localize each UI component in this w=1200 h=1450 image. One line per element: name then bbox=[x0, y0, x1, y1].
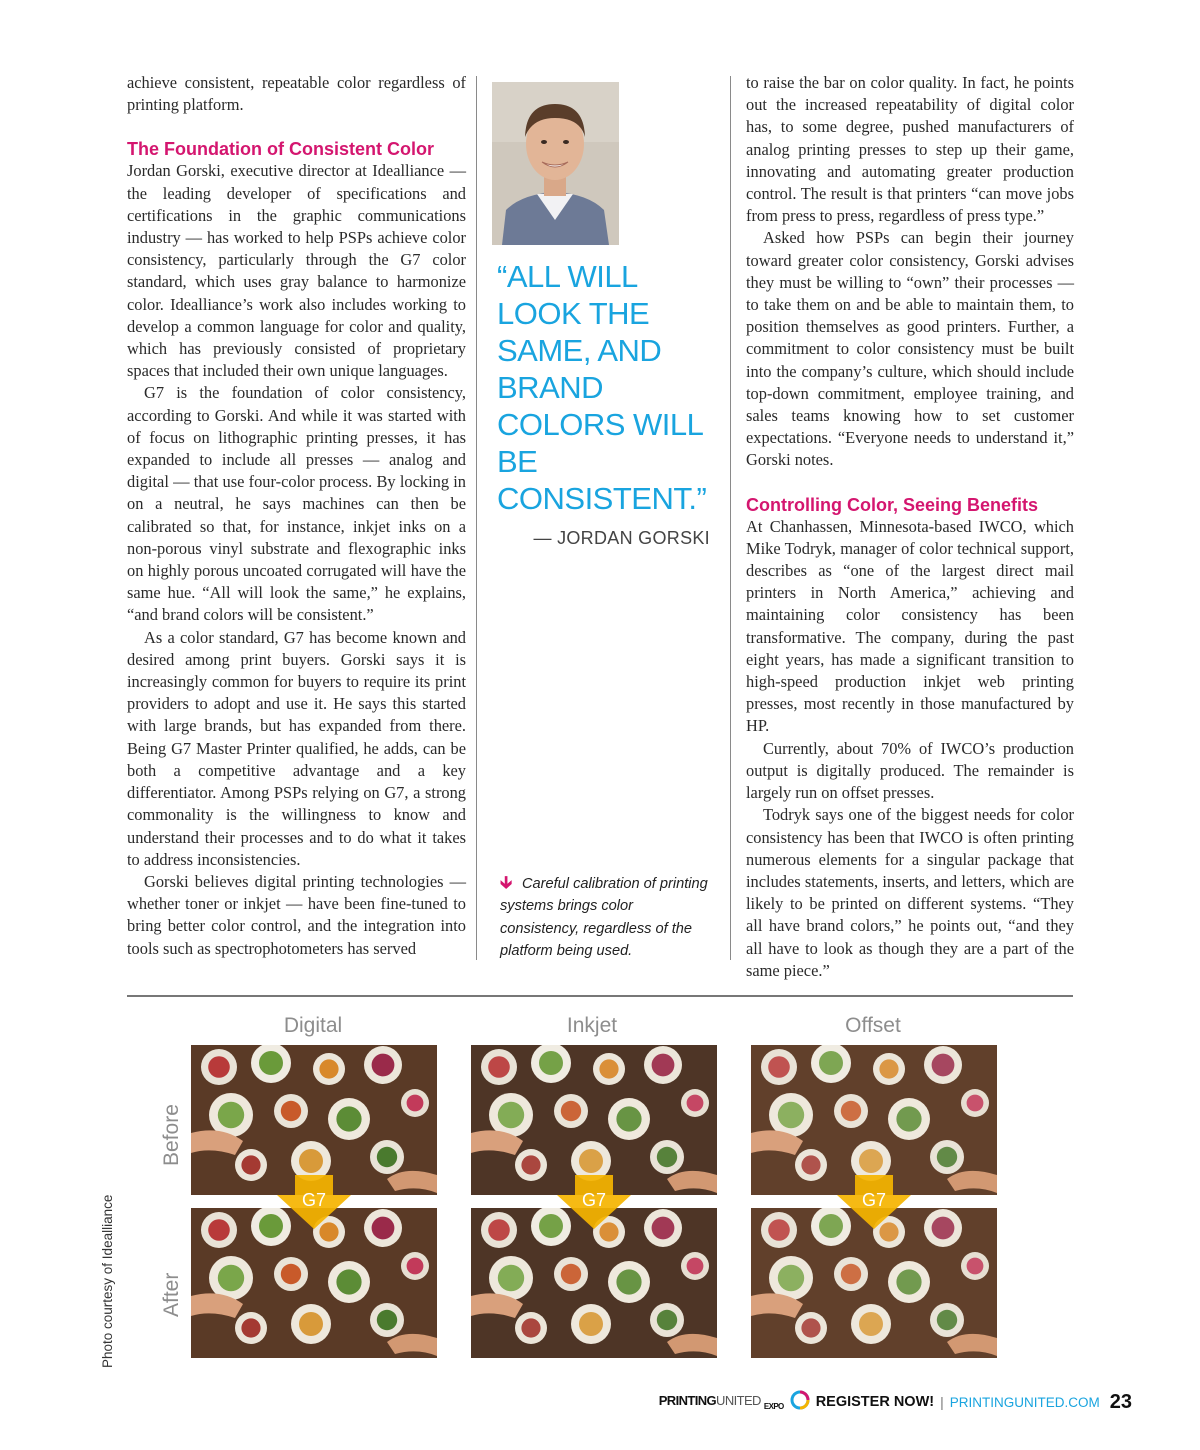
figure-divider bbox=[127, 995, 1073, 997]
column-divider-right bbox=[730, 76, 731, 960]
image-panel-offset bbox=[751, 1045, 997, 1358]
section-heading-foundation: The Foundation of Consistent Color bbox=[127, 139, 434, 160]
row-label-before: Before bbox=[160, 1104, 183, 1166]
right-column bbox=[746, 72, 1074, 982]
section-heading-controlling: Controlling Color, Seeing Benefits bbox=[746, 494, 1039, 515]
printing-united-logo-icon bbox=[790, 1390, 810, 1415]
footer-brand bbox=[659, 1393, 784, 1411]
left-column bbox=[127, 72, 466, 960]
page-footer bbox=[659, 1390, 1132, 1414]
register-now-link[interactable]: REGISTER NOW! bbox=[815, 1394, 935, 1410]
website-link[interactable]: PRINTINGUNITED.COM bbox=[949, 1394, 1100, 1410]
photo-credit: Photo courtesy of Idealliance bbox=[100, 1194, 115, 1368]
right-paragraph-3: At Chanhassen, Minnesota-based IWCO, which Mike Todryk, manager of color technical support, describes as “one of the largest direct mail printers in North America,” achieving and maintaining color consistency has been transformative. The company, during the past eight years, has made a significant transition to high-speed production inkjet web printing presses, most recently in those manufactured by HP. bbox=[746, 516, 1074, 736]
right-paragraph-5: Todryk says one of the biggest needs for color consistency has been that IWCO is often printing numerous elements for a singular package that includes statements, inserts, and letters, which are likely to be printed on different systems. “They all have brand colors,” he points out, “and they all have to look as though they are a part of the same piece.” bbox=[746, 805, 1074, 980]
figure-caption bbox=[500, 872, 716, 963]
caption-text: Careful calibration of printing systems brings color consistency, regardless of the platform being used. bbox=[500, 876, 708, 960]
right-paragraph-4: Currently, about 70% of IWCO’s production output is digitally produced. The remainder is largely run on offset presses. bbox=[746, 738, 1074, 803]
left-paragraph-1: Jordan Gorski, executive director at Idealliance — the leading developer of specifications and certifications in the graphic communications industry — has worked to help PSPs achieve color consistency, particularly through the G7 color standard, which uses gray balance to harmonize color. Idealliance’s work also includes working to develop a common language for color and quality, which has previously consisted of proprietary spaces that included their own unique languages. bbox=[127, 161, 466, 381]
left-paragraph-3: As a color standard, G7 has become known and desired among print buyers. Gorski says it is increasingly common for buyers to require its print providers to adopt and use it. He says this started with large brands, but has expanded from there. Being G7 Master Printer qualified, he adds, can be both a competitive advantage and a key differentiator. Among PSPs relying on G7, a strong commonality is the willingness to know and understand their processes and to do what it takes to address inconsistencies. bbox=[127, 627, 466, 869]
footer-separator: | bbox=[940, 1394, 944, 1410]
column-divider-left bbox=[476, 76, 477, 960]
row-label-after: After bbox=[160, 1272, 183, 1318]
g7-arrow-label: G7 bbox=[301, 1190, 327, 1210]
pull-quote: “ALL WILL LOOK THE SAME, AND BRAND COLORS WILL BE CONSISTENT.” bbox=[497, 259, 707, 516]
g7-arrow-label: G7 bbox=[581, 1190, 607, 1210]
page-number: 23 bbox=[1109, 1390, 1132, 1413]
portrait-photo bbox=[492, 82, 619, 245]
right-paragraph-1: to raise the bar on color quality. In fact, he points out the increased repeatability of digital color has, to some degree, pushed manufacturers of analog printing presses to step up their game, innovating and automating greater production control. The result is that printers “can move jobs from press to press, regardless of press type.” bbox=[746, 73, 1074, 226]
brand-printing: PRINTING bbox=[658, 1393, 717, 1408]
right-paragraph-2: Asked how PSPs can begin their journey toward greater color consistency, Gorski advises they must be willing to “own” their processes — to take them on and be able to maintain them, to position themselves as good printers. Further, a commitment to color consistency must be built into the company’s culture, which should include top-down commitment, employee training, and sales teams knowing how to set customer expectations. “Everyone needs to understand it,” Gorski notes. bbox=[746, 228, 1074, 470]
down-arrow-icon: 🡳 bbox=[500, 873, 513, 892]
brand-expo: EXPO bbox=[763, 1402, 784, 1411]
left-paragraph-0: achieve consistent, repeatable color regardless of printing platform. bbox=[127, 73, 466, 115]
left-paragraph-2: G7 is the foundation of color consistency, according to Gorski. And while it was started with of focus on lithographic printing presses, it has expanded to include all presses — analog and digital — that use four-color process. By locking in on a neutral, he says machines can then be calibrated so that, for instance, inkjet inks on a non-porous vinyl substrate and flexographic inks on highly porous uncoated corrugated will have the same hue. “All will look the same,” he explains, “and brand colors will be consistent.” bbox=[127, 383, 466, 625]
column-label-offset: Offset bbox=[845, 1014, 901, 1037]
image-panel-inkjet bbox=[471, 1045, 717, 1358]
column-label-inkjet: Inkjet bbox=[566, 1014, 618, 1037]
g7-arrow-label: G7 bbox=[861, 1190, 887, 1210]
before-after-figure bbox=[160, 1010, 1040, 1370]
image-panel-digital bbox=[191, 1045, 437, 1358]
pull-quote-attribution: — JORDAN GORSKI bbox=[533, 528, 710, 548]
column-label-digital: Digital bbox=[283, 1014, 343, 1037]
brand-united: UNITED bbox=[716, 1393, 761, 1408]
left-paragraph-4: Gorski believes digital printing technologies — whether toner or inkjet — have been fine-tuned to bring better color control, and the integration into tools such as spectrophotometers has served bbox=[127, 871, 466, 958]
